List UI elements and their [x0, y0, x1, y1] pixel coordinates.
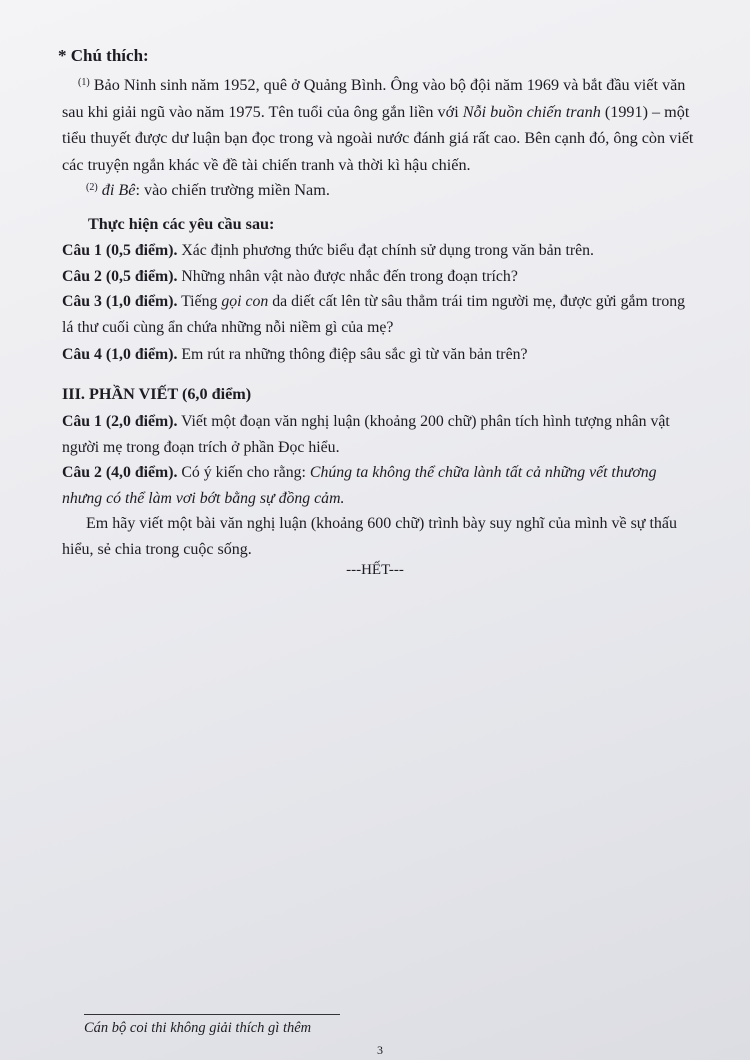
footer-divider — [84, 1014, 340, 1015]
question-label: Câu 2 (4,0 điểm). — [62, 464, 178, 481]
question-label: Câu 4 (1,0 điểm). — [62, 346, 178, 363]
page-number: 3 — [377, 1043, 383, 1057]
reading-question-4 — [62, 342, 694, 368]
end-mark: ---HẾT--- — [346, 562, 404, 578]
footnote-2-mark: (2) — [86, 182, 98, 193]
footnote-1 — [62, 70, 694, 178]
question-label: Câu 1 (0,5 điểm). — [62, 242, 178, 259]
question-text: Viết một đoạn văn nghị luận (khoảng 200 chữ) phân tích hình tượng nhân vật người mẹ trong đoạn trích ở phần Đọc hiểu. — [62, 413, 670, 456]
footer-note: Cán bộ coi thi không giải thích gì thêm — [84, 1020, 312, 1036]
footnote-2-term: đi Bê — [101, 181, 136, 199]
reading-question-1 — [62, 238, 694, 264]
question-text-a: Tiếng — [177, 293, 222, 310]
requirements-title: Thực hiện các yêu cầu sau: — [88, 215, 275, 233]
quoted-opinion: Chúng ta không thể chữa lành tất cả những vết thương nhưng có thể làm vơi bớt bằng sự đồng cảm. — [62, 464, 657, 507]
writing-section-title: III. PHẦN VIẾT (6,0 điểm) — [62, 385, 252, 403]
question-label: Câu 2 (0,5 điểm). — [62, 268, 178, 285]
question-emphasis: gọi con — [221, 293, 269, 310]
reading-question-3 — [62, 289, 694, 341]
writing-question-2 — [62, 460, 694, 512]
question-label: Câu 3 (1,0 điểm). — [62, 293, 178, 310]
question-text: Xác định phương thức biểu đạt chính sử dụng trong văn bản trên. — [177, 242, 594, 259]
footnote-1-text-a: Bảo Ninh sinh năm 1952, quê ở Quảng Bình. Ông vào bộ đội năm 1969 và bắt đầu viết văn sau khi giải ngũ vào năm 1975. Tên tuổi của ông gắn liền với — [62, 76, 686, 121]
footnote-1-mark: (1) — [78, 77, 90, 88]
reading-question-2 — [62, 264, 694, 290]
question-text: Em rút ra những thông điệp sâu sắc gì từ văn bản trên? — [177, 346, 528, 363]
question-text: Những nhân vật nào được nhắc đến trong đoạn trích? — [177, 268, 518, 285]
writing-question-1 — [62, 409, 694, 461]
essay-task: Em hãy viết một bài văn nghị luận (khoảng 600 chữ) trình bày suy nghĩ của mình về sự thấu hiểu, sẻ chia trong cuộc sống. — [62, 515, 678, 558]
footnote-2 — [86, 175, 694, 204]
novel-title: Nỗi buồn chiến tranh — [462, 102, 601, 121]
footnote-2-text: : vào chiến trường miền Nam. — [135, 181, 330, 199]
question-label: Câu 1 (2,0 điểm). — [62, 413, 178, 430]
note-title: * Chú thích: — [58, 46, 149, 65]
question-text: Có ý kiến cho rằng: — [177, 464, 310, 481]
question-text-b: da diết cất lên từ sâu thẳm trái tim người mẹ, được gửi gắm trong lá thư cuối cùng ẩn chứa những nỗi niềm gì của mẹ? — [62, 293, 686, 336]
footnote-1-text-b: (1991) – một tiểu thuyết được dư luận bạn đọc trong và ngoài nước đánh giá rất cao. Bên cạnh đó, ông còn viết các truyện ngắn khác về đề tài chiến tranh và thời kì hậu chiến. — [62, 102, 694, 174]
